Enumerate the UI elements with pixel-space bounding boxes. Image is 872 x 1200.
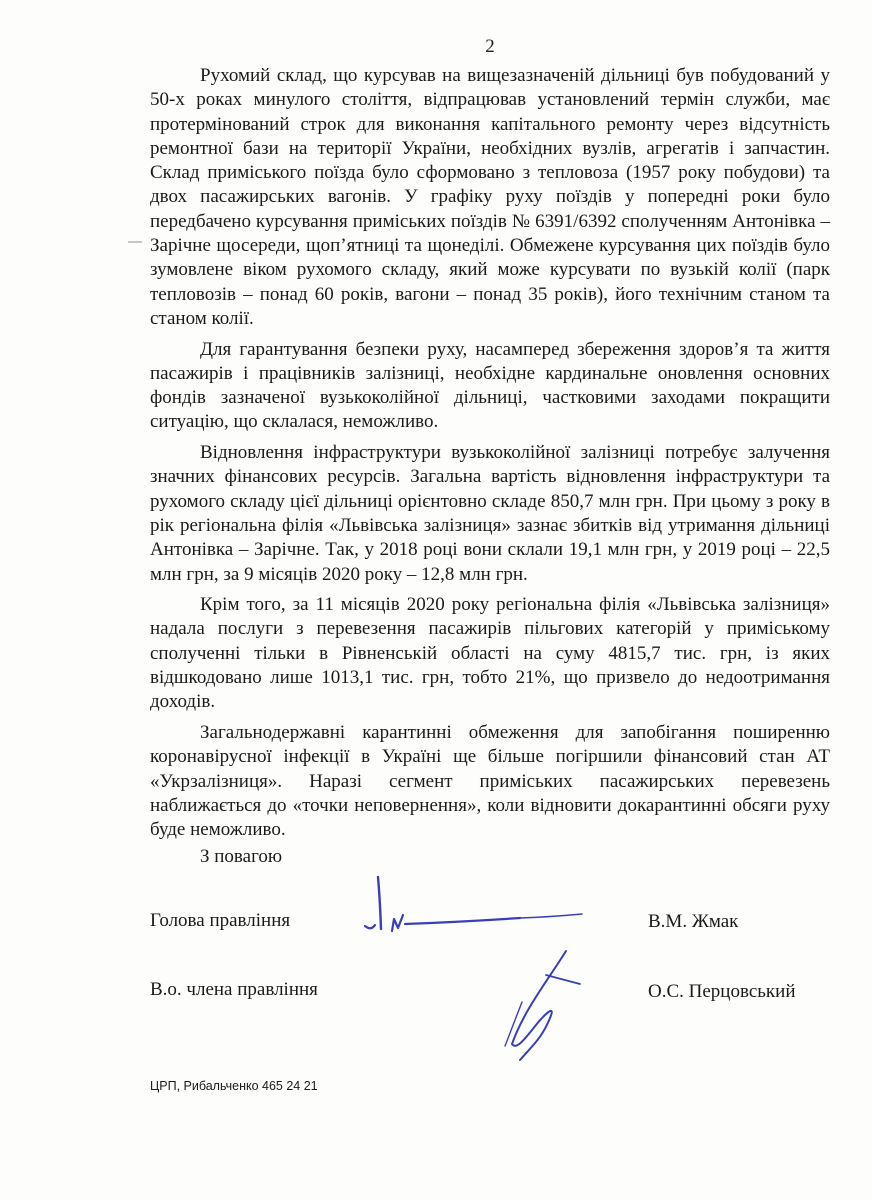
signature-chairman — [365, 877, 582, 931]
paragraph-quarantine: Загальнодержавні карантинні обмеження для запобігання поширенню коронавірусної інфекції в Україні ще більше погіршили фінансовий стан АТ «Укрзалізниця». Наразі сегмент приміських пасажирських перевезень наближається до «точки неповернення», коли відновити докарантинні обсяги руху буде неможливо. — [150, 721, 830, 841]
signature-stroke — [392, 915, 403, 931]
signature-stroke — [365, 925, 375, 928]
signature-acting-member — [505, 951, 580, 1060]
letter-body — [150, 64, 830, 849]
signature-stroke — [405, 918, 520, 924]
signatory-name-acting-member: О.С. Перцовський — [648, 981, 796, 1002]
signature-stroke — [378, 877, 381, 929]
paragraph-benefit-passengers: Крім того, за 11 місяців 2020 року регіональна філія «Львівська залізниця» надала послуги з перевезення пасажирів пільгових категорій у приміському сполученні тільки в Рівненській області на суму 4815,7 тис. грн, із яких відшкодовано лише 1013,1 тис. грн, тобто 21%, що призвело до недоотримання доходів. — [150, 594, 830, 713]
paragraph-restoration-cost: Відновлення інфраструктури вузькоколійної залізниці потребує залучення значних фінансових ресурсів. Загальна вартість відновлення інфраструктури та рухомого складу цієї дільниці орієнтовно складе 850,7 млн грн. При цьому з року в рік регіональна філія «Львівська залізниця» зазнає збитків від утримання дільниці Антонівка – Зарічне. Так, у 2018 році вони склали 19,1 млн грн, у 2019 році – 22,5 млн грн, за 9 місяців 2020 року – 12,8 млн грн. — [150, 442, 830, 585]
footer-contact-note: ЦРП, Рибальченко 465 24 21 — [150, 1079, 318, 1093]
paragraph-rolling-stock: Рухомий склад, що курсував на вищезазначеній дільниці був побудований у 50-х роках минулого століття, відпрацював установлений термін служби, має протермінований строк для виконання капітального ремонту через відсутність ремонтної бази на території України, необхідних вузлів, агрегатів і запчастин. Склад приміського поїзда було сформовано з тепловоза (1957 року побудови) та двох пасажирських вагонів. У графіку руху поїздів у попередні роки було передбачено курсування приміських поїздів № 6391/6392 сполученням Антонівка – Зарічне щосереди, щоп’ятниці та щонеділі. Обмежене курсування цих поїздів було зумовлене віком рухомого складу, який може курсувати по вузькій колії (парк тепловозів – понад 60 років, вагони – понад 35 років), його технічним станом та станом колії. — [150, 65, 830, 329]
closing-phrase: З повагою — [200, 846, 283, 867]
signature-stroke — [505, 1002, 522, 1046]
signatory-name-chairman: В.М. Жмак — [648, 911, 739, 932]
signature-stroke — [520, 914, 582, 918]
paragraph-safety: Для гарантування безпеки руху, насамперед збереження здоров’я та життя пасажирів і працівників залізниці, необхідне кардинальне оновлення основних фондів зазначеної вузькоколійної дільниці, частковими заходами покращити ситуацію, що склалася, неможливо. — [150, 338, 830, 433]
signature-stroke — [512, 951, 566, 1060]
scan-artifact — [128, 241, 142, 243]
signature-stroke — [546, 975, 580, 984]
page-number: 2 — [485, 36, 495, 57]
signatory-role-chairman: Голова правління — [150, 910, 291, 931]
signatory-role-acting-member: В.о. члена правління — [150, 979, 318, 1000]
